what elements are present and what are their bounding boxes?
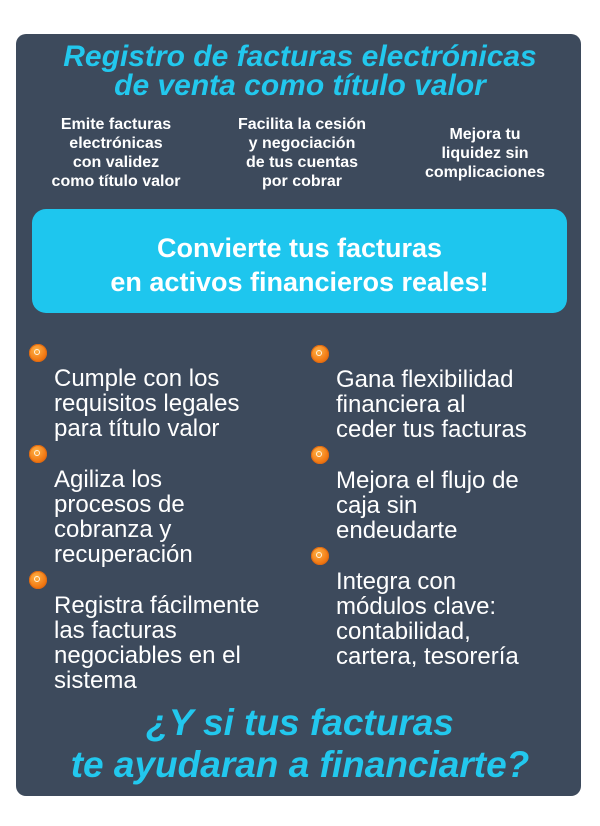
bullet-financial-flexibility [336,342,578,442]
bullet-collections [54,442,299,567]
coin-icon [311,446,329,464]
coin-icon [29,344,47,362]
bullet-text: Mejora el flujo de caja sin endeudarte [336,467,519,544]
bullet-text: Registra fácilmente las facturas negociables en el sistema [54,592,260,694]
coin-icon [311,345,329,363]
coin-icon [29,571,47,589]
feature-facilitate-assignment: Facilita la cesión y negociación de tus cuentas por cobrar [237,116,367,190]
feature-improve-liquidity: Mejora tu liquidez sin complicaciones [424,126,546,181]
banner [32,209,567,313]
bullet-integrations [336,544,578,669]
bullet-text: Gana flexibilidad financiera al ceder tus facturas [336,366,527,443]
feature-issue-invoices: Emite facturas electrónicas con validez como título valor [51,116,181,190]
page-title: Registro de facturas electrónicas de venta como título valor [63,40,537,102]
coin-icon [311,547,329,565]
bullet-register-invoices [54,568,314,693]
bullet-text: Integra con módulos clave: contabilidad, cartera, tesorería [336,568,519,670]
banner-text: Convierte tus facturas en activos financieros reales! [110,233,489,297]
bullet-text: Agiliza los procesos de cobranza y recuperación [54,466,193,568]
bullet-legal-requirements [54,341,299,441]
closing-question: ¿Y si tus facturas te ayudaran a financiarte? [70,702,530,785]
coin-icon [29,445,47,463]
bullet-cash-flow [336,443,578,543]
bullet-text: Cumple con los requisitos legales para título valor [54,365,240,442]
